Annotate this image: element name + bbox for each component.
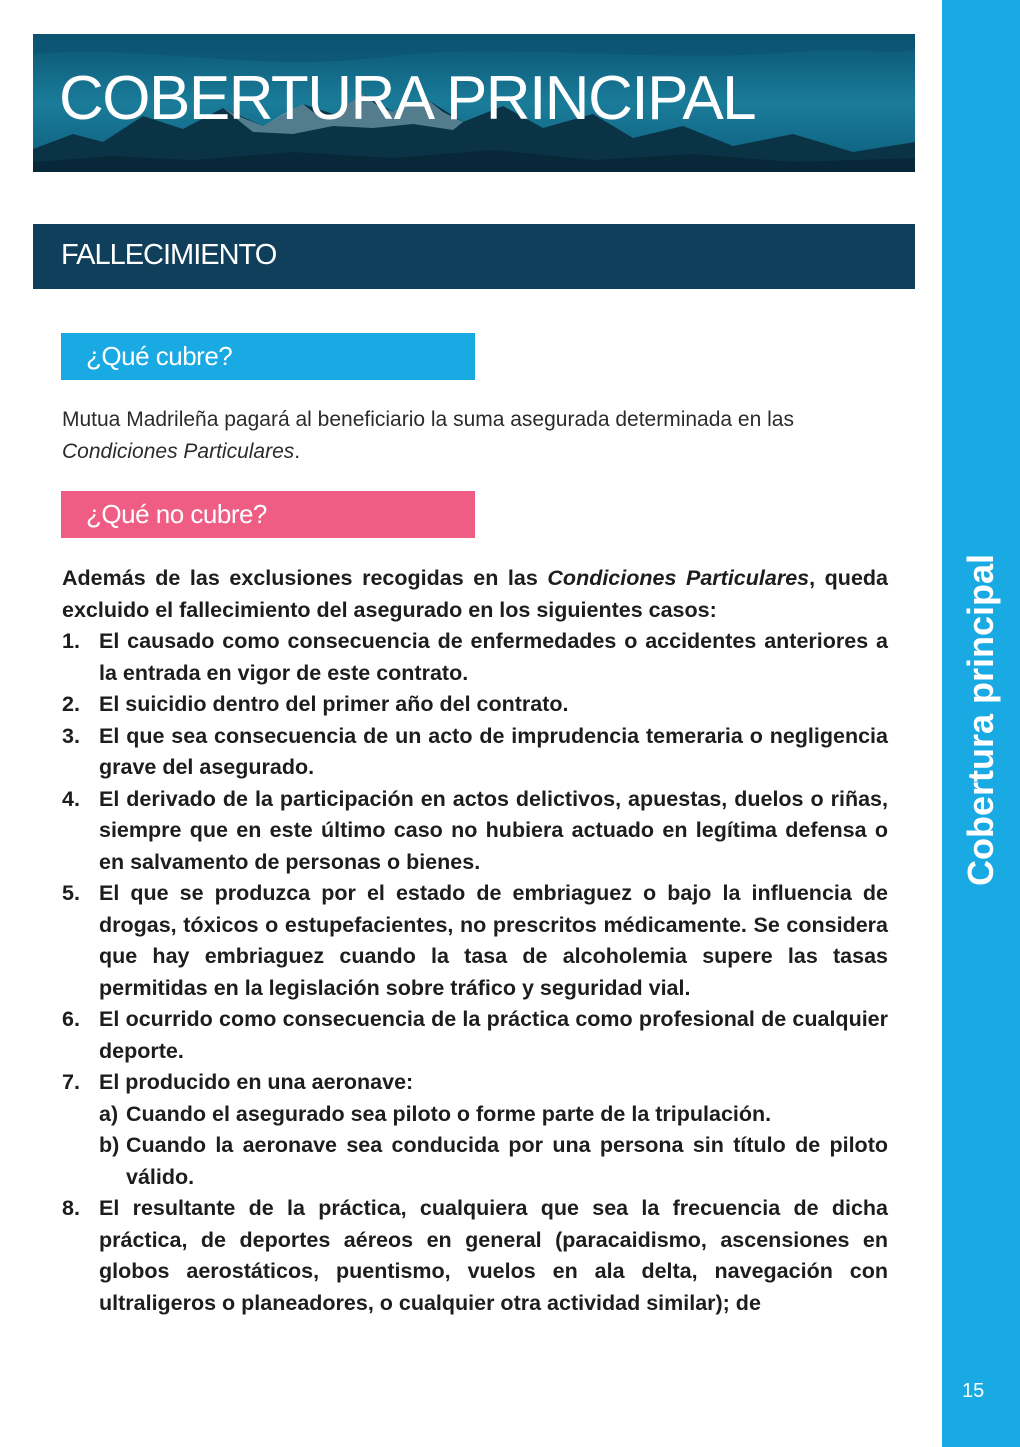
exclusion-item xyxy=(62,721,888,784)
exclusion-number: 8. xyxy=(62,1196,80,1220)
exclusion-number: 5. xyxy=(62,881,80,905)
page-number: 15 xyxy=(962,1380,985,1402)
exclusion-item xyxy=(62,689,888,721)
exclusion-text: El causado como consecuencia de enfermedades o accidentes anteriores a la entrada en vigor de este contrato. xyxy=(99,629,888,685)
covers-text-end: . xyxy=(294,440,301,463)
exclusions-intro-end: , queda excluido el fallecimiento del asegurado en los siguientes casos: xyxy=(62,566,888,622)
covers-text-emphasis: Condiciones Particulares xyxy=(62,440,295,463)
exclusion-number: 6. xyxy=(62,1007,80,1031)
exclusion-item xyxy=(62,784,888,879)
exclusion-sub-item xyxy=(99,1130,888,1193)
exclusion-text: El que se produzca por el estado de embriaguez o bajo la influencia de drogas, tóxicos o estupefacientes, no prescritos médicamente. Se considera que hay embriaguez cuando la tasa de alcoholemia supere las tasas permitidas en la legislación sobre tráfico y seguridad vial. xyxy=(99,881,888,1000)
covers-label: ¿Qué cubre? xyxy=(86,341,233,371)
exclusion-item xyxy=(62,1004,888,1067)
exclusion-item xyxy=(62,878,888,1004)
exclusion-item xyxy=(62,626,888,689)
side-section-label: Cobertura principal xyxy=(960,553,1001,887)
exclusion-text: El que sea consecuencia de un acto de imprudencia temeraria o negligencia grave del asegurado. xyxy=(99,723,888,779)
page-title: COBERTURA PRINCIPAL xyxy=(59,64,756,133)
exclusions-intro-emphasis: Condiciones Particulares xyxy=(547,566,810,590)
exclusion-sub-text: Cuando el asegurado sea piloto o forme parte de la tripulación. xyxy=(126,1101,772,1126)
covers-label-box xyxy=(61,333,475,380)
exclusion-text: El suicidio dentro del primer año del contrato. xyxy=(99,692,569,716)
exclusion-number: 3. xyxy=(62,723,80,748)
section-header xyxy=(33,224,915,289)
exclusions-list xyxy=(62,563,888,1319)
exclusion-number: 2. xyxy=(62,692,80,716)
exclusion-text: El producido en una aeronave: xyxy=(99,1070,414,1094)
exclusion-text: El ocurrido como consecuencia de la práctica como profesional de cualquier deporte. xyxy=(99,1007,888,1063)
exclusion-sub-item xyxy=(99,1099,888,1131)
exclusion-number: 4. xyxy=(62,786,80,811)
exclusion-text: El resultante de la práctica, cualquiera que sea la frecuencia de dicha práctica, de deportes aéreos en general (paracaidismo, ascensiones en globos aerostáticos, puentismo, vuelos en ala delta, navegación con ultraligeros o planeadores, o cualquier otra actividad similar); de xyxy=(99,1196,888,1315)
exclusion-number: 7. xyxy=(62,1070,80,1094)
exclusion-sub-text: Cuando la aeronave sea conducida por una persona sin título de piloto válido. xyxy=(126,1133,888,1189)
exclusion-item xyxy=(62,1067,888,1099)
exclusion-sub-letter: b) xyxy=(99,1133,120,1157)
exclusion-item xyxy=(62,1193,888,1319)
exclusion-text: El derivado de la participación en actos delictivos, apuestas, duelos o riñas, siempre que en este último caso no hubiera actuado en legítima defensa o en salvamento de personas o bienes. xyxy=(99,786,888,874)
exclusion-sub-letter: a) xyxy=(99,1101,119,1126)
exclusions-intro-text: Además de las exclusiones recogidas en las xyxy=(62,566,548,590)
excludes-label-box xyxy=(61,491,475,538)
exclusions-intro xyxy=(62,563,888,626)
excludes-label: ¿Qué no cubre? xyxy=(86,499,267,529)
header-banner xyxy=(33,34,915,172)
exclusion-number: 1. xyxy=(62,629,80,653)
covers-text: Mutua Madrileña pagará al beneficiario la suma asegurada determinada en las xyxy=(62,408,794,431)
section-title: FALLECIMIENTO xyxy=(61,239,277,271)
covers-paragraph xyxy=(62,404,888,468)
